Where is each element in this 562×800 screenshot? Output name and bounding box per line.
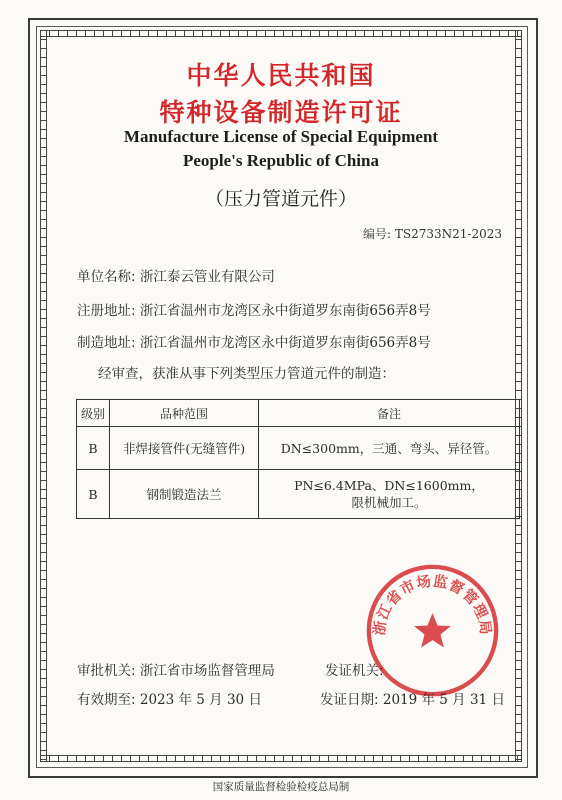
row-note-line: 限机械加工。 <box>351 495 427 510</box>
valid-until <box>77 688 262 708</box>
scope-table <box>76 399 520 519</box>
scope-table-header <box>77 400 520 427</box>
unit-name-label: 单位名称: <box>77 269 136 285</box>
registered-address-value: 浙江省温州市龙湾区永中街道罗东南街656弄8号 <box>139 303 431 319</box>
registered-address-field <box>77 299 431 319</box>
issue-date-label: 发证日期: <box>320 692 379 708</box>
row-note-line: PN≤6.4MPa、DN≤1600mm， <box>294 478 484 493</box>
title-english-line2: People's Republic of China <box>183 151 379 170</box>
row-note <box>259 427 520 470</box>
approval-authority-value: 浙江省市场监督管理局 <box>139 663 275 679</box>
issuing-authority-label: 发证机关: <box>325 663 384 679</box>
row-variety: 钢制锻造法兰 <box>110 470 259 519</box>
row-note-line: DN≤300mm，三通、弯头、异径管。 <box>280 440 498 456</box>
manufacturing-address-field <box>77 331 431 351</box>
seal-text: 浙江省市场监督管理局 <box>371 573 494 637</box>
issuing-authority <box>325 659 384 679</box>
row-note <box>259 470 520 519</box>
license-number: 编号: TS2733N21-2023 <box>363 227 502 241</box>
row-variety: 非焊接管件(无缝管件) <box>110 427 259 470</box>
header-note: 备注 <box>259 400 520 427</box>
header-level: 级别 <box>77 400 110 427</box>
title-english-line1: Manufacture License of Special Equipment <box>123 127 439 146</box>
valid-until-value: 2023 年 5 月 30 日 <box>139 692 262 708</box>
issue-date-value: 2019 年 5 月 31 日 <box>382 692 505 708</box>
registered-address-label: 注册地址: <box>77 303 136 319</box>
header-variety: 品种范围 <box>110 400 259 427</box>
unit-name-field <box>77 265 275 285</box>
row-level: B <box>77 427 110 470</box>
approval-authority <box>77 659 275 679</box>
table-row <box>77 427 520 470</box>
approval-authority-label: 审批机关: <box>77 663 136 679</box>
issue-date <box>320 688 505 708</box>
manufacturing-address-label: 制造地址: <box>77 335 136 351</box>
issuer-footer: 国家质量监督检验检疫总局制 <box>212 781 350 793</box>
title-country: 中华人民共和国 <box>186 61 376 90</box>
license-category: （压力管道元件） <box>204 188 357 210</box>
valid-until-label: 有效期至: <box>77 692 136 708</box>
title-license: 特种设备制造许可证 <box>159 98 403 127</box>
row-level: B <box>77 470 110 519</box>
manufacturing-address-value: 浙江省温州市龙湾区永中街道罗东南街656弄8号 <box>139 335 431 351</box>
approval-statement: 经审查，获准从事下列类型压力管道元件的制造： <box>98 366 395 382</box>
table-row <box>77 470 520 519</box>
unit-name-value: 浙江泰云管业有限公司 <box>139 269 275 285</box>
